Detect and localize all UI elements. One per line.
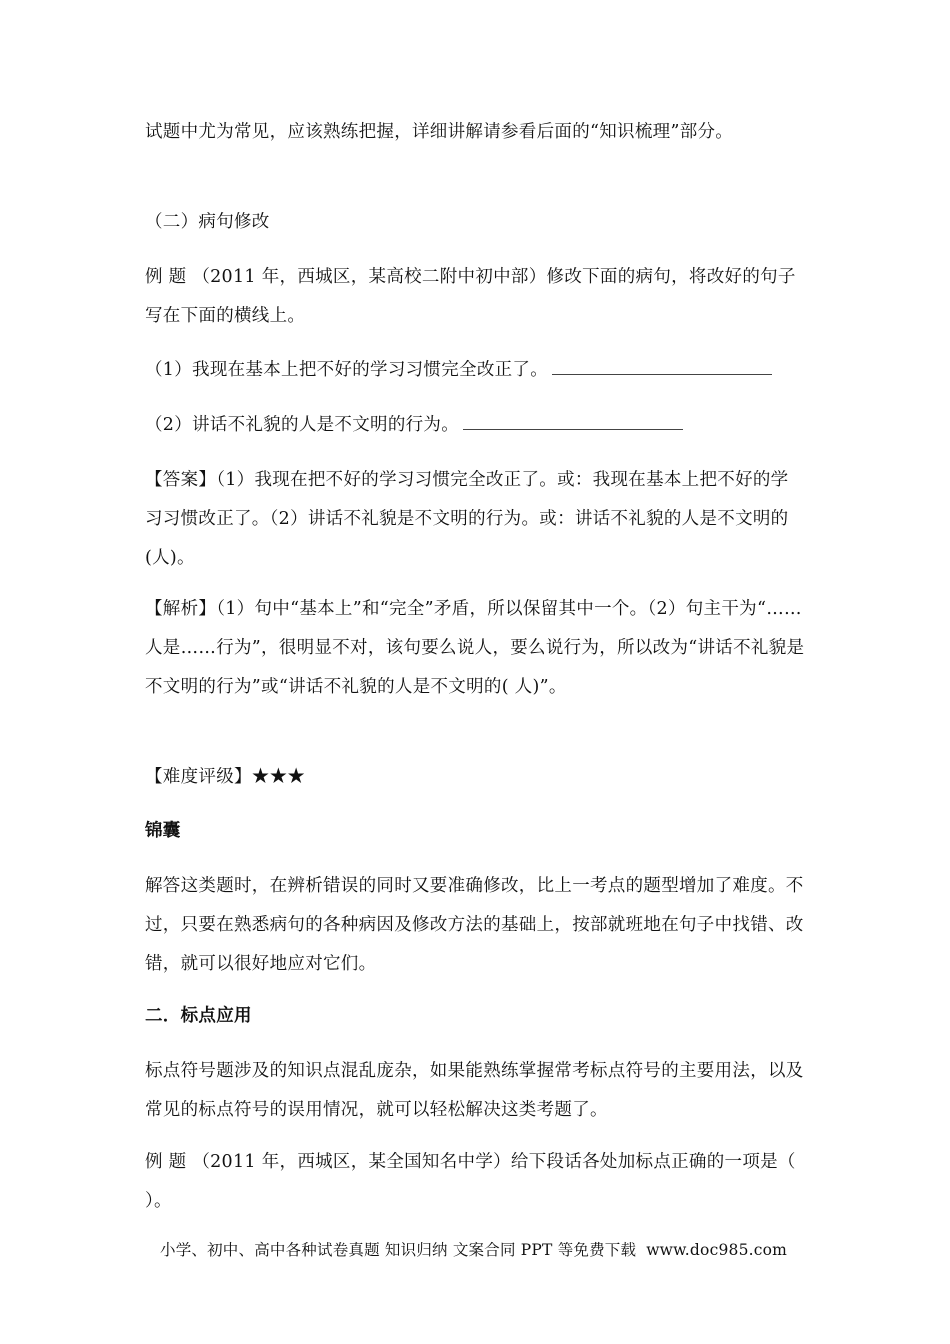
- punctuation-example: 例 题 （2011 年，西城区，某全国知名中学）给下段话各处加标点正确的一项是（ ）。: [145, 1152, 796, 1211]
- answer-block: 【答案】（1）我现在把不好的学习习惯完全改正了。或：我现在基本上把不好的学习习惯改正了。（2）讲话不礼貌是不文明的行为。或：讲话不礼貌的人是不文明的(人)。: [145, 470, 789, 568]
- section-heading-sentence-correction: （二）病句修改: [145, 212, 270, 232]
- difficulty-rating: 【难度评级】★★★: [145, 767, 306, 787]
- question-2: [145, 406, 810, 445]
- punctuation-body: 标点符号题涉及的知识点混乱庞杂，如果能熟练掌握常考标点符号的主要用法，以及常见的标点符号的误用情况，就可以轻松解决这类考题了。: [145, 1061, 804, 1120]
- footer-text: 小学、初中、高中各种试卷真题 知识归纳 文案合同 PPT 等免费下载: [160, 1241, 637, 1259]
- footer-url[interactable]: www.doc985.com: [646, 1241, 788, 1259]
- question-1: [145, 351, 810, 390]
- punctuation-heading: 二．标点应用: [145, 1006, 252, 1026]
- page-footer: [160, 1238, 787, 1260]
- tips-body: 解答这类题时，在辨析错误的同时又要准确修改，比上一考点的题型增加了难度。不过，只要在熟悉病句的各种病因及修改方法的基础上，按部就班地在句子中找错、改错，就可以很好地应对它们。: [145, 876, 804, 974]
- analysis-block: 【解析】（1）句中“基本上”和“完全”矛盾，所以保留其中一个。（2）句主干为“……人是……行为”，很明显不对，该句要么说人，要么说行为，所以改为“讲话不礼貌是不文明的行为”或“讲话不礼貌的人是不文明的( 人)”。: [145, 599, 805, 697]
- tips-heading: 锦囊: [145, 821, 181, 841]
- answer-blank-1: [552, 356, 772, 375]
- intro-line: 试题中尤为常见，应该熟练把握，详细讲解请参看后面的“知识梳理”部分。: [145, 122, 734, 142]
- answer-blank-2: [463, 411, 683, 430]
- question-2-text: （2）讲话不礼貌的人是不文明的行为。: [145, 415, 460, 435]
- example-question: 例 题 （2011 年，西城区，某高校二附中初中部）修改下面的病句，将改好的句子写在下面的横线上。: [145, 267, 796, 326]
- question-1-text: （1）我现在基本上把不好的学习习惯完全改正了。: [145, 360, 549, 380]
